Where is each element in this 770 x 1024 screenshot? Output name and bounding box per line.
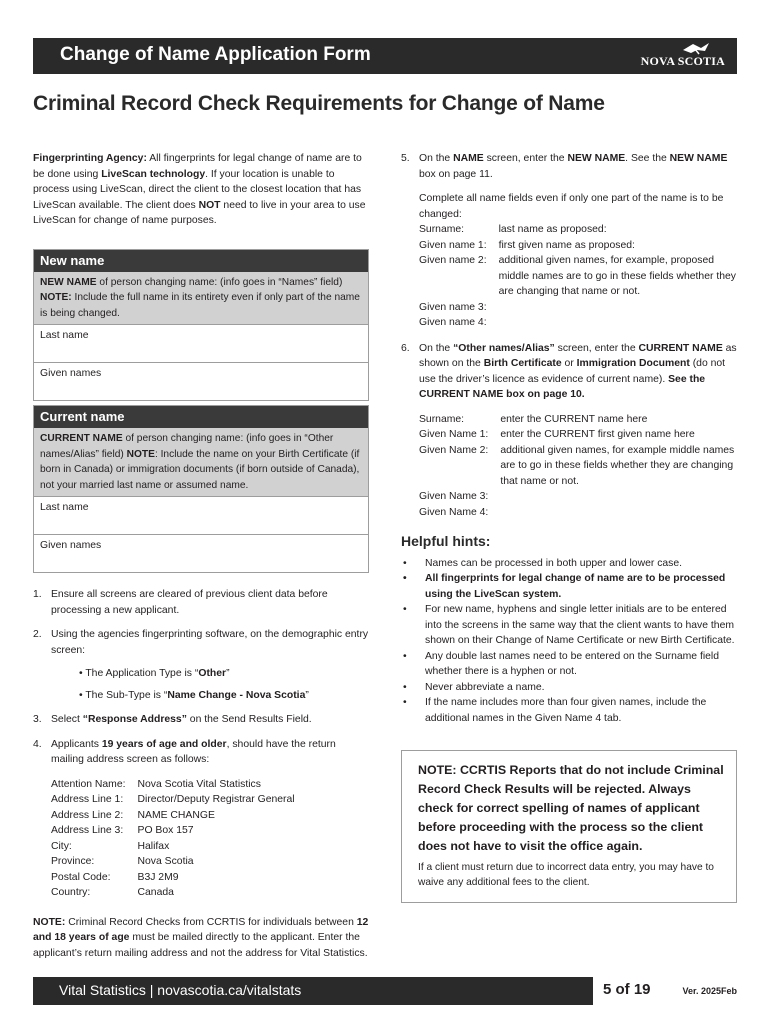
footer bbox=[33, 977, 737, 1005]
current-given-names-field[interactable] bbox=[34, 534, 368, 572]
hint-item: • For new name, hyphens and single letter initials are to be entered into the screens in the same way that the client wants to have them shown on their Change of Name Certificate or new Birth Certificate. bbox=[401, 602, 737, 649]
hint-item: • If the name includes more than four given names, include the additional names in the Given Name 4 tab. bbox=[401, 695, 737, 726]
address-row: Province: Nova Scotia bbox=[51, 856, 194, 867]
new-name-desc-bold-1: NEW NAME bbox=[40, 276, 97, 288]
hint-item: • Never abbreviate a name. bbox=[401, 680, 737, 696]
step-number: 5. bbox=[401, 153, 410, 164]
current-given-names-label: Given names bbox=[40, 540, 102, 551]
step-number: 1. bbox=[33, 589, 42, 600]
intro-bold-1: LiveScan technology bbox=[101, 168, 206, 180]
step-text: Ensure all screens are cleared of previous client data before processing a new applicant. bbox=[51, 589, 328, 616]
step-5-para: Complete all name fields even if only one part of the name is to be changed: bbox=[419, 193, 724, 220]
hint-item: • All fingerprints for legal change of name are to be processed using the LiveScan system. bbox=[401, 571, 737, 602]
current-last-name-label: Last name bbox=[40, 502, 89, 513]
step-number: 4. bbox=[33, 738, 42, 750]
version-label: Ver. 2025Feb bbox=[682, 986, 737, 996]
intro-text-2: . If your location is unable to process using LiveScan, direct the client to the closest location that has LiveScan available. The client does bbox=[33, 168, 362, 211]
step-number: 3. bbox=[33, 714, 42, 725]
field-row: Given name 2: additional given names, for example, proposed middle names are to go in these fields whether they are changing that name or not. bbox=[419, 255, 736, 297]
step-6: 6. On the “Other names/Alias” screen, enter the CURRENT NAME as shown on the Birth Certificate or Immigration Document (do not use the driver’s licence as evidence of current name). See the CURRENT NAME box on page 10. Surname: enter the CURRENT name here Given Name 1: enter the CURRENT first given name here Given Name 2: additional given names, for example middle names are to go in these fields whether they are changing that name or not. Given Name 3: Given Name 4: bbox=[401, 341, 737, 521]
helpful-hints-title: Helpful hints: bbox=[401, 533, 491, 549]
header-bar bbox=[33, 38, 737, 74]
step-number: 2. bbox=[33, 629, 42, 640]
step-number: 6. bbox=[401, 342, 410, 354]
hint-item: • Names can be processed in both upper and lower case. bbox=[401, 556, 737, 572]
nova-scotia-logo bbox=[605, 42, 725, 70]
step-2-bullets bbox=[51, 666, 369, 703]
step-2 bbox=[33, 627, 369, 703]
page-number: 5 of 19 bbox=[603, 981, 651, 998]
logo-text: NOVA SCOTIA bbox=[640, 54, 725, 68]
right-column bbox=[401, 151, 737, 903]
current-name-desc-1: of person changing name: (info goes in “Other names/Alias” field) bbox=[40, 433, 334, 460]
current-name-box bbox=[33, 405, 369, 573]
new-name-box bbox=[33, 249, 369, 402]
address-row: City: Halifax bbox=[51, 840, 170, 852]
footer-bar bbox=[33, 977, 593, 1005]
field-row: Given Name 2: additional given names, for example middle names are to go in these fields whether they are changing that name or not. bbox=[419, 444, 735, 487]
current-name-desc-bold-2: NOTE bbox=[126, 448, 155, 460]
step-1 bbox=[33, 587, 369, 618]
intro-text-1: All fingerprints for legal change of name are to be done using bbox=[33, 153, 362, 180]
field-row: Surname: last name as proposed: bbox=[419, 224, 607, 235]
field-row: Surname: enter the CURRENT name here bbox=[419, 413, 648, 425]
field-row: Given name 1: first given name as proposed: bbox=[419, 239, 635, 251]
current-name-desc-bold-1: CURRENT NAME bbox=[40, 433, 123, 444]
steps-list-right bbox=[401, 151, 737, 520]
address-row: Address Line 1: Director/Deputy Registrar General bbox=[51, 794, 295, 805]
new-name-box-description bbox=[34, 272, 368, 325]
address-row: Country: Canada bbox=[51, 887, 174, 898]
intro-lead: Fingerprinting Agency: bbox=[33, 153, 147, 164]
steps-list bbox=[33, 587, 369, 768]
address-row: Address Line 3: PO Box 157 bbox=[51, 825, 194, 836]
field-row: Given Name 3: bbox=[419, 491, 489, 502]
step-3: 3. Select “Response Address” on the Send Results Field. bbox=[33, 712, 369, 728]
field-row: Given name 4: bbox=[419, 317, 487, 328]
ccrtis-note-small: If a client must return due to incorrect data entry, you may have to waive any additional fees to the client. bbox=[418, 862, 714, 888]
step-text: Using the agencies fingerprinting software, on the demographic entry screen: bbox=[51, 629, 369, 656]
new-name-desc-bold-2: NOTE: bbox=[40, 292, 72, 303]
current-last-name-field[interactable] bbox=[34, 496, 368, 534]
form-title: Change of Name Application Form bbox=[60, 44, 371, 65]
field-row: Given name 3: bbox=[419, 301, 487, 313]
address-row: Attention Name: Nova Scotia Vital Statistics bbox=[51, 778, 261, 790]
new-last-name-field[interactable] bbox=[34, 324, 368, 362]
field-row: Given Name 4: bbox=[419, 506, 489, 518]
new-name-desc-2: Include the full name in its entirety even if only part of the name is being changed. bbox=[40, 292, 360, 319]
application-type-bullet: • The Application Type is “Other” bbox=[79, 668, 230, 679]
footer-link[interactable]: Vital Statistics | novascotia.ca/vitalstats bbox=[59, 982, 302, 998]
address-row: Address Line 2: NAME CHANGE bbox=[51, 809, 215, 821]
page-title: Criminal Record Check Requirements for Change of Name bbox=[33, 92, 605, 115]
step-5: 5. On the NAME screen, enter the NEW NAME. See the NEW NAME box on page 11. Complete all name fields even if only one part of the name is to be changed: Surname: last name as proposed: Given name 1: first given name as proposed: Given name 2: additional given names, for example, proposed middle names are to go in these fields whether they are changing that name or not. Given name 3: Given name 4: bbox=[401, 151, 737, 331]
intro-paragraph bbox=[33, 151, 369, 229]
intro-text-3: need to live in your area to use LiveScan for change of name purposes. bbox=[33, 199, 366, 226]
hint-item: • Any double last names need to be entered on the Surname field whether there is a hyphen or not. bbox=[401, 649, 737, 680]
intro-bold-2: NOT bbox=[198, 199, 221, 211]
youth-note: NOTE: Criminal Record Checks from CCRTIS for individuals between 12 and 18 years of age must be mailed directly to the applicant. Enter the applicant’s return mailing address and not the address for Vital Statistics. bbox=[33, 916, 369, 959]
sub-type-bullet: • The Sub-Type is “Name Change - Nova Scotia” bbox=[79, 689, 309, 701]
new-last-name-label: Last name bbox=[40, 330, 89, 341]
helpful-hints-list bbox=[401, 556, 737, 727]
field-row: Given Name 1: enter the CURRENT first given name here bbox=[419, 429, 695, 440]
address-row: Postal Code: B3J 2M9 bbox=[51, 871, 179, 883]
new-name-box-title: New name bbox=[34, 250, 368, 272]
current-name-fields-table bbox=[419, 412, 737, 521]
ccrtis-note-box bbox=[401, 750, 737, 903]
ccrtis-note-strong: NOTE: CCRTIS Reports that do not include Criminal Record Check Results will be rejected. Always check for correct spelling of names of applicant before proceeding with the process so the client does not have to visit the office again. bbox=[418, 763, 724, 853]
step-4: 4. Applicants 19 years of age and older, should have the return mailing address screen as follows: bbox=[33, 738, 336, 765]
new-name-fields-table bbox=[419, 222, 737, 331]
new-given-names-label: Given names bbox=[40, 368, 102, 379]
new-given-names-field[interactable] bbox=[34, 362, 368, 400]
current-name-box-title: Current name bbox=[34, 406, 368, 428]
current-name-desc-2: : Include the name on your Birth Certificate (if born in Canada) or immigration documents (if born outside of Canada), not your married last name or assumed name. bbox=[40, 448, 360, 491]
current-name-box-description bbox=[34, 428, 368, 496]
mailing-address-table bbox=[51, 777, 295, 901]
new-name-desc-1: of person changing name: (info goes in “Names” field) bbox=[96, 276, 343, 288]
left-column bbox=[33, 151, 369, 961]
